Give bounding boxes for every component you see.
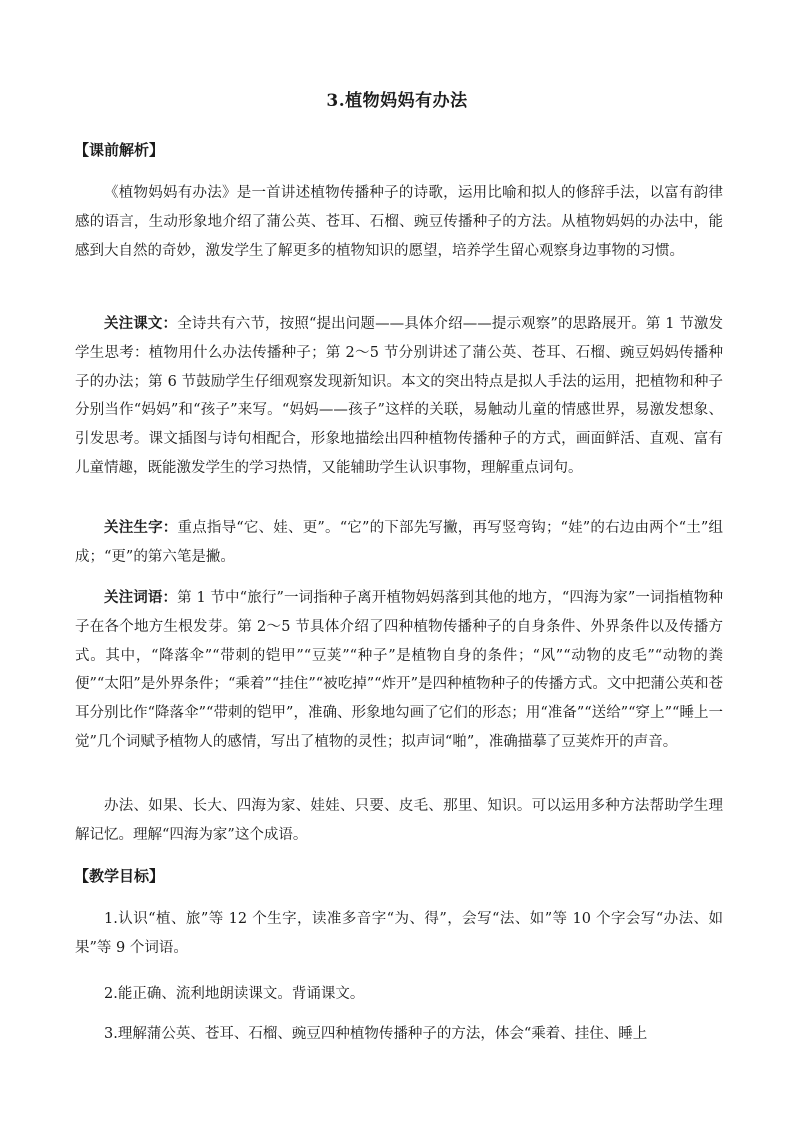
words-focus-body: 第 1 节中“旅行”一词指种子离开植物妈妈落到其他的地方，“四海为家”一词指植物种子在各个地方生根发芽。第 2～5 节具体介绍了四种植物传播种子的自身条件、外界条件以及传播方式。其中，“降落伞”“带刺的铠甲”“豆荚”“种子”是植物自身的条件；“风”“动物的皮毛”“动物的粪便”“太阳”是外界条件；“乘着”“挂住”“被吃掉”“炸开”是四种植物种子的传播方式。文中把蒲公英和苍耳分别比作“降落伞”“带刺的铠甲”，准确、形象地勾画了它们的形态；用“准备”“送给”“穿上”“睡上一觉”几个词赋予植物人的感情，写出了植物的灵性；拟声词“啪”，准确描摹了豆荚炸开的声音。: [75, 590, 724, 750]
words-extra-paragraph: 办法、如果、长大、四海为家、娃娃、只要、皮毛、那里、知识。可以运用多种方法帮助学生理解记忆。理解“四海为家”这个成语。: [75, 798, 723, 843]
text-focus-label: 关注课文：: [104, 315, 178, 332]
chars-focus-paragraph: [75, 514, 723, 572]
chars-focus-label: 关注生字：: [104, 519, 178, 536]
document-title: 3.植物妈妈有办法: [326, 91, 468, 111]
intro-paragraph: 《植物妈妈有办法》是一首讲述植物传播种子的诗歌，运用比喻和拟人的修辞手法，以富有韵律感的语言，生动形象地介绍了蒲公英、苍耳、石榴、豌豆传播种子的方法。从植物妈妈的办法中，能感到大自然的奇妙，激发学生了解更多的植物知识的愿望，培养学生留心观察身边事物的习惯。: [75, 185, 723, 259]
goal-3: 3.理解蒲公英、苍耳、石榴、豌豆四种植物传播种子的方法，体会“乘着、挂住、睡上: [104, 1026, 648, 1042]
goal-2: 2.能正确、流利地朗读课文。背诵课文。: [104, 986, 365, 1002]
section-heading-pre-lesson-analysis: 【课前解析】: [74, 141, 165, 159]
goal-1: 1.认识“植、旅”等 12 个生字，读准多音字“为、得”，会写“法、如”等 10 个字会写“办法、如果”等 9 个词语。: [75, 911, 723, 956]
words-focus-label: 关注词语：: [104, 589, 178, 606]
section-heading-teaching-goals: 【教学目标】: [74, 867, 165, 885]
words-focus-paragraph: [75, 584, 723, 757]
text-focus-paragraph: [75, 310, 723, 483]
text-focus-body: 全诗共有六节，按照“提出问题——具体介绍——提示观察”的思路展开。第 1 节激发学生思考：植物用什么办法传播种子；第 2～5 节分别讲述了蒲公英、苍耳、石榴、豌豆妈妈传播种子的办法；第 6 节鼓励学生仔细观察发现新知识。本文的突出特点是拟人手法的运用，把植物和种子分别当作“妈妈”和“孩子”来写。“妈妈——孩子”这样的关联，易触动儿童的情感世界，易激发想象、引发思考。课文插图与诗句相配合，形象地描绘出四种植物传播种子的方式，画面鲜活、直观、富有儿童情趣，既能激发学生的学习热情，又能辅助学生认识事物，理解重点词句。: [75, 316, 723, 476]
chars-focus-body: 重点指导“它、娃、更”。“它”的下部先写撇，再写竖弯钩；“娃”的右边由两个“土”组成；“更”的第六笔是撇。: [75, 520, 723, 565]
